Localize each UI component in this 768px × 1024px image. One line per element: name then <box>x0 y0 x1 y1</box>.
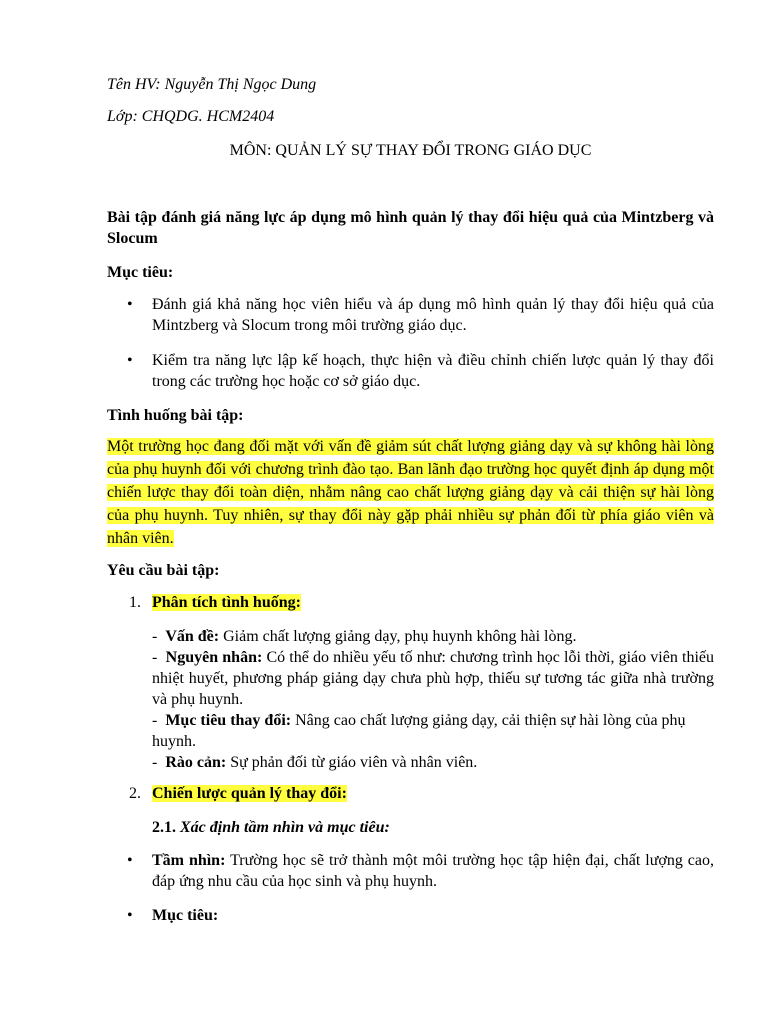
analysis-line <box>152 647 714 710</box>
line-label: Mục tiêu thay đổi: <box>165 712 292 729</box>
objective-item: Kiểm tra năng lực lập kế hoạch, thực hiện và điều chỉnh chiến lược quản lý thay đổi trong các trường học hoặc cơ sở giáo dục. <box>152 352 714 390</box>
bullet-icon: • <box>127 852 133 869</box>
dash-mark: - <box>152 754 158 771</box>
analysis-line <box>152 752 714 773</box>
vision-label: Tầm nhìn: <box>152 852 226 869</box>
line-text: Sự phản đối từ giáo viên và nhân viên. <box>226 754 478 771</box>
vision-text: Trường học sẽ trở thành một môi trường học tập hiện đại, chất lượng cao, đáp ứng nhu cầu của học sinh và phụ huynh. <box>152 852 715 890</box>
sub-title: Xác định tầm nhìn và mục tiêu: <box>180 819 390 836</box>
dash-mark: - <box>152 649 158 666</box>
vision-item <box>152 850 714 892</box>
line-text: Giảm chất lượng giảng dạy, phụ huynh không hài lòng. <box>219 628 577 645</box>
bullet-icon: • <box>127 296 133 313</box>
analysis-line <box>152 710 714 752</box>
situation-text <box>107 435 714 550</box>
objective-item: Đánh giá khả năng học viên hiểu và áp dụng mô hình quản lý thay đổi hiệu quả của Mintzberg và Slocum trong môi trường giáo dục. <box>152 296 714 334</box>
class-name: Lớp: CHQDG. HCM2404 <box>107 108 275 125</box>
item1-title <box>152 592 714 613</box>
exercise-title: Bài tập đánh giá năng lực áp dụng mô hình quản lý thay đổi hiệu quả của Mintzberg và Slocum <box>107 209 714 247</box>
item2-number: 2. <box>129 785 141 802</box>
requirements-heading: Yêu cầu bài tập: <box>107 562 220 579</box>
line-label: Nguyên nhân: <box>165 649 263 666</box>
dash-mark: - <box>152 628 158 645</box>
situation-heading: Tình huống bài tập: <box>107 407 244 424</box>
line-label: Rào cản: <box>165 754 227 771</box>
subsection-2-1 <box>152 817 714 838</box>
situation-highlight: Một trường học đang đối mặt với vấn đề giảm sút chất lượng giảng dạy và sự không hài lòng của phụ huynh đối với chương trình đào tạo. Ban lãnh đạo trường học quyết định áp dụng một chiến lược thay đổi toàn diện, nhằm nâng cao chất lượng giảng dạy và cải thiện sự hài lòng của phụ huynh. Tuy nhiên, sự thay đổi này gặp phải nhiều sự phản đối từ phía giáo viên và nhân viên. <box>107 438 714 547</box>
item1-number: 1. <box>129 594 141 611</box>
subject-title: MÔN: QUẢN LÝ SỰ THAY ĐỔI TRONG GIÁO DỤC <box>229 142 592 159</box>
item2-title <box>152 783 714 804</box>
line-text: Nâng cao chất lượng giảng dạy, cải thiện sự hài lòng của phụ huynh. <box>152 712 686 750</box>
bullet-icon: • <box>127 907 133 924</box>
analysis-line <box>152 626 714 647</box>
bullet-icon: • <box>127 352 133 369</box>
objectives-heading: Mục tiêu: <box>107 264 174 281</box>
line-text: Có thể do nhiều yếu tố như: chương trình học lỗi thời, giáo viên thiếu nhiệt huyết, phương pháp giảng dạy chưa phù hợp, thiếu sự tương tác giữa nhà trường và phụ huynh. <box>152 649 715 708</box>
item1-title-highlight: Phân tích tình huống: <box>152 594 301 611</box>
sub-number: 2.1. <box>152 819 176 836</box>
dash-mark: - <box>152 712 158 729</box>
student-name: Tên HV: Nguyễn Thị Ngọc Dung <box>107 76 317 93</box>
item2-title-highlight: Chiến lược quản lý thay đổi: <box>152 785 347 802</box>
goals-label: Mục tiêu: <box>152 907 219 924</box>
analysis-list <box>152 626 714 773</box>
line-label: Vấn đề: <box>165 628 220 645</box>
